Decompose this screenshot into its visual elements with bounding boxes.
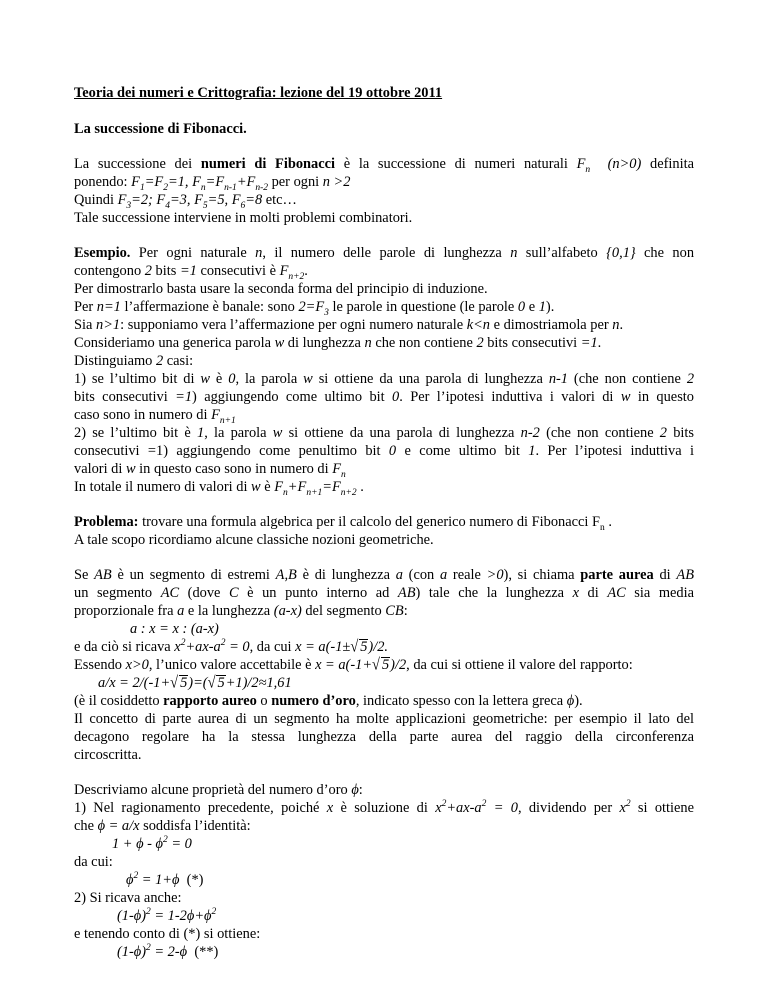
identity-formula: $1 + \phi - \phi^2 = 0$ [112, 835, 192, 852]
ratio-formula: a/x = 2/(-1+√ 5)=(√ 5+1)/2≈1,61 [98, 673, 292, 693]
props-line-2: 1) Nel ragionamento precedente, poiché x è soluzione di $x^2+ax-a^2 = 0$, dividendo per $x^2$ si ottiene [74, 799, 694, 816]
section-heading: La successione di Fibonacci. [74, 121, 247, 137]
page-title: Teoria dei numeri e Crittografia: lezione del 19 ottobre 2011 [74, 85, 443, 101]
example-line-7: Distinguiamo 2 casi: [74, 353, 194, 369]
intro-line-2: ponendo: $F_1=F_2=1$, $F_n=F_{n-1}+F_{n-2}$ per ogni n >2 [74, 174, 351, 193]
example-line-5: Sia n>1: supponiamo vera l’affermazione per ogni numero naturale k<n e dimostriamola per n. [74, 317, 624, 333]
props-line-3: che ϕ = a/x soddisfa l’identità: [74, 818, 251, 834]
golden-line-1: Se AB è un segmento di estremi A,B è di lunghezza a (con a reale >0), si chiama parte aurea di AB [74, 567, 694, 583]
example-line-8: 1) se l’ultimo bit di w è 0, la parola w si ottiene da una parola di lunghezza n-1 (che non contiene 2 [74, 371, 695, 387]
example-line-9: bits consecutivi =1) aggiungendo come ultimo bit 0. Per l’ipotesi induttiva i valori di w in questo [74, 389, 694, 405]
golden-line-9: Il concetto di parte aurea di un segmento ha molte applicazioni geometriche: per esempio il lato del [74, 711, 694, 727]
expansion-formula: $(1-\phi)^2 = 1-2\phi+\phi^2$ [117, 907, 217, 924]
golden-line-2: un segmento AC (dove C è un punto interno ad AB) tale che la lunghezza x di AC sia media [74, 585, 694, 601]
example-line-12: consecutivi =1) aggiungendo come penultimo bit 0 e come ultimo bit 1. Per l’ipotesi induttiva i [74, 443, 694, 459]
props-line-5: da cui: [74, 854, 113, 870]
golden-line-10: decagono regolare ha la stessa lunghezza della parte aurea del raggio della circonferenza [74, 729, 694, 745]
example-line-2: contengono 2 bits =1 consecutivi è $F_{n+2}$. [74, 263, 308, 282]
intro-line-1: La successione dei numeri di Fibonacci è la successione di numeri naturali $F_n$ (n>0) definita [74, 156, 694, 175]
example-line-10: caso sono in numero di $F_{n+1}$ [74, 407, 236, 426]
example-line-14: In totale il numero di valori di w è $F_n+F_{n+1}=F_{n+2}$ . [74, 479, 364, 498]
golden-line-6: Essendo x>0, l’unico valore accettabile è x = a(-1+√ 5)/2, da cui si ottiene il valore del rapporto: [74, 655, 633, 675]
intro-line-4: Tale successione interviene in molti problemi combinatori. [74, 210, 413, 226]
golden-line-3: proporzionale fra a e la lunghezza (a-x) del segmento CB: [74, 603, 408, 619]
example-line-13: valori di w in questo caso sono in numero di $F_n$ [74, 461, 346, 480]
example-line-3: Per dimostrarlo basta usare la seconda forma del principio di induzione. [74, 281, 488, 297]
props-line-9: e tenendo conto di (*) si ottiene: [74, 926, 261, 942]
golden-line-11: circoscritta. [74, 747, 142, 763]
props-line-1: Descriviamo alcune proprietà del numero d’oro ϕ: [74, 782, 363, 798]
example-line-1: Esempio. Per ogni naturale n, il numero delle parole di lunghezza n sull’alfabeto {0,1} che non [74, 245, 695, 261]
example-line-6: Consideriamo una generica parola w di lunghezza n che non contiene 2 bits consecutivi =1. [74, 335, 602, 351]
problem-line-2: A tale scopo ricordiamo alcune classiche nozioni geometriche. [74, 532, 434, 548]
props-line-7: 2) Si ricava anche: [74, 890, 182, 906]
example-line-11: 2) se l’ultimo bit è 1, la parola w si ottiene da una parola di lunghezza n-2 (che non contiene 2 bits [74, 425, 695, 441]
problem-line-1: Problema: trovare una formula algebrica per il calcolo del generico numero di Fibonacci $F_n$ . [74, 514, 612, 533]
proportion-formula: a : x = x : (a-x) [130, 621, 219, 637]
formula-double-star: $(1-\phi)^2 = 2-\phi$ (**) [117, 943, 219, 960]
golden-line-5: e da ciò si ricava $x^2+ax-a^2 = 0$, da cui x = a(-1±√ 5)/2. [74, 637, 389, 657]
example-line-4: Per n=1 l’affermazione è banale: sono $2=F_3$ le parole in questione (le parole 0 e 1). [74, 299, 555, 318]
formula-star: $\phi^2 = 1+\phi$ (*) [126, 871, 204, 888]
golden-line-8: (è il cosiddetto rapporto aureo o numero d’oro, indicato spesso con la lettera greca ϕ). [74, 693, 583, 709]
intro-line-3: Quindi $F_3=2$; $F_4=3$, $F_5=5$, $F_6=8$ etc… [74, 192, 297, 211]
